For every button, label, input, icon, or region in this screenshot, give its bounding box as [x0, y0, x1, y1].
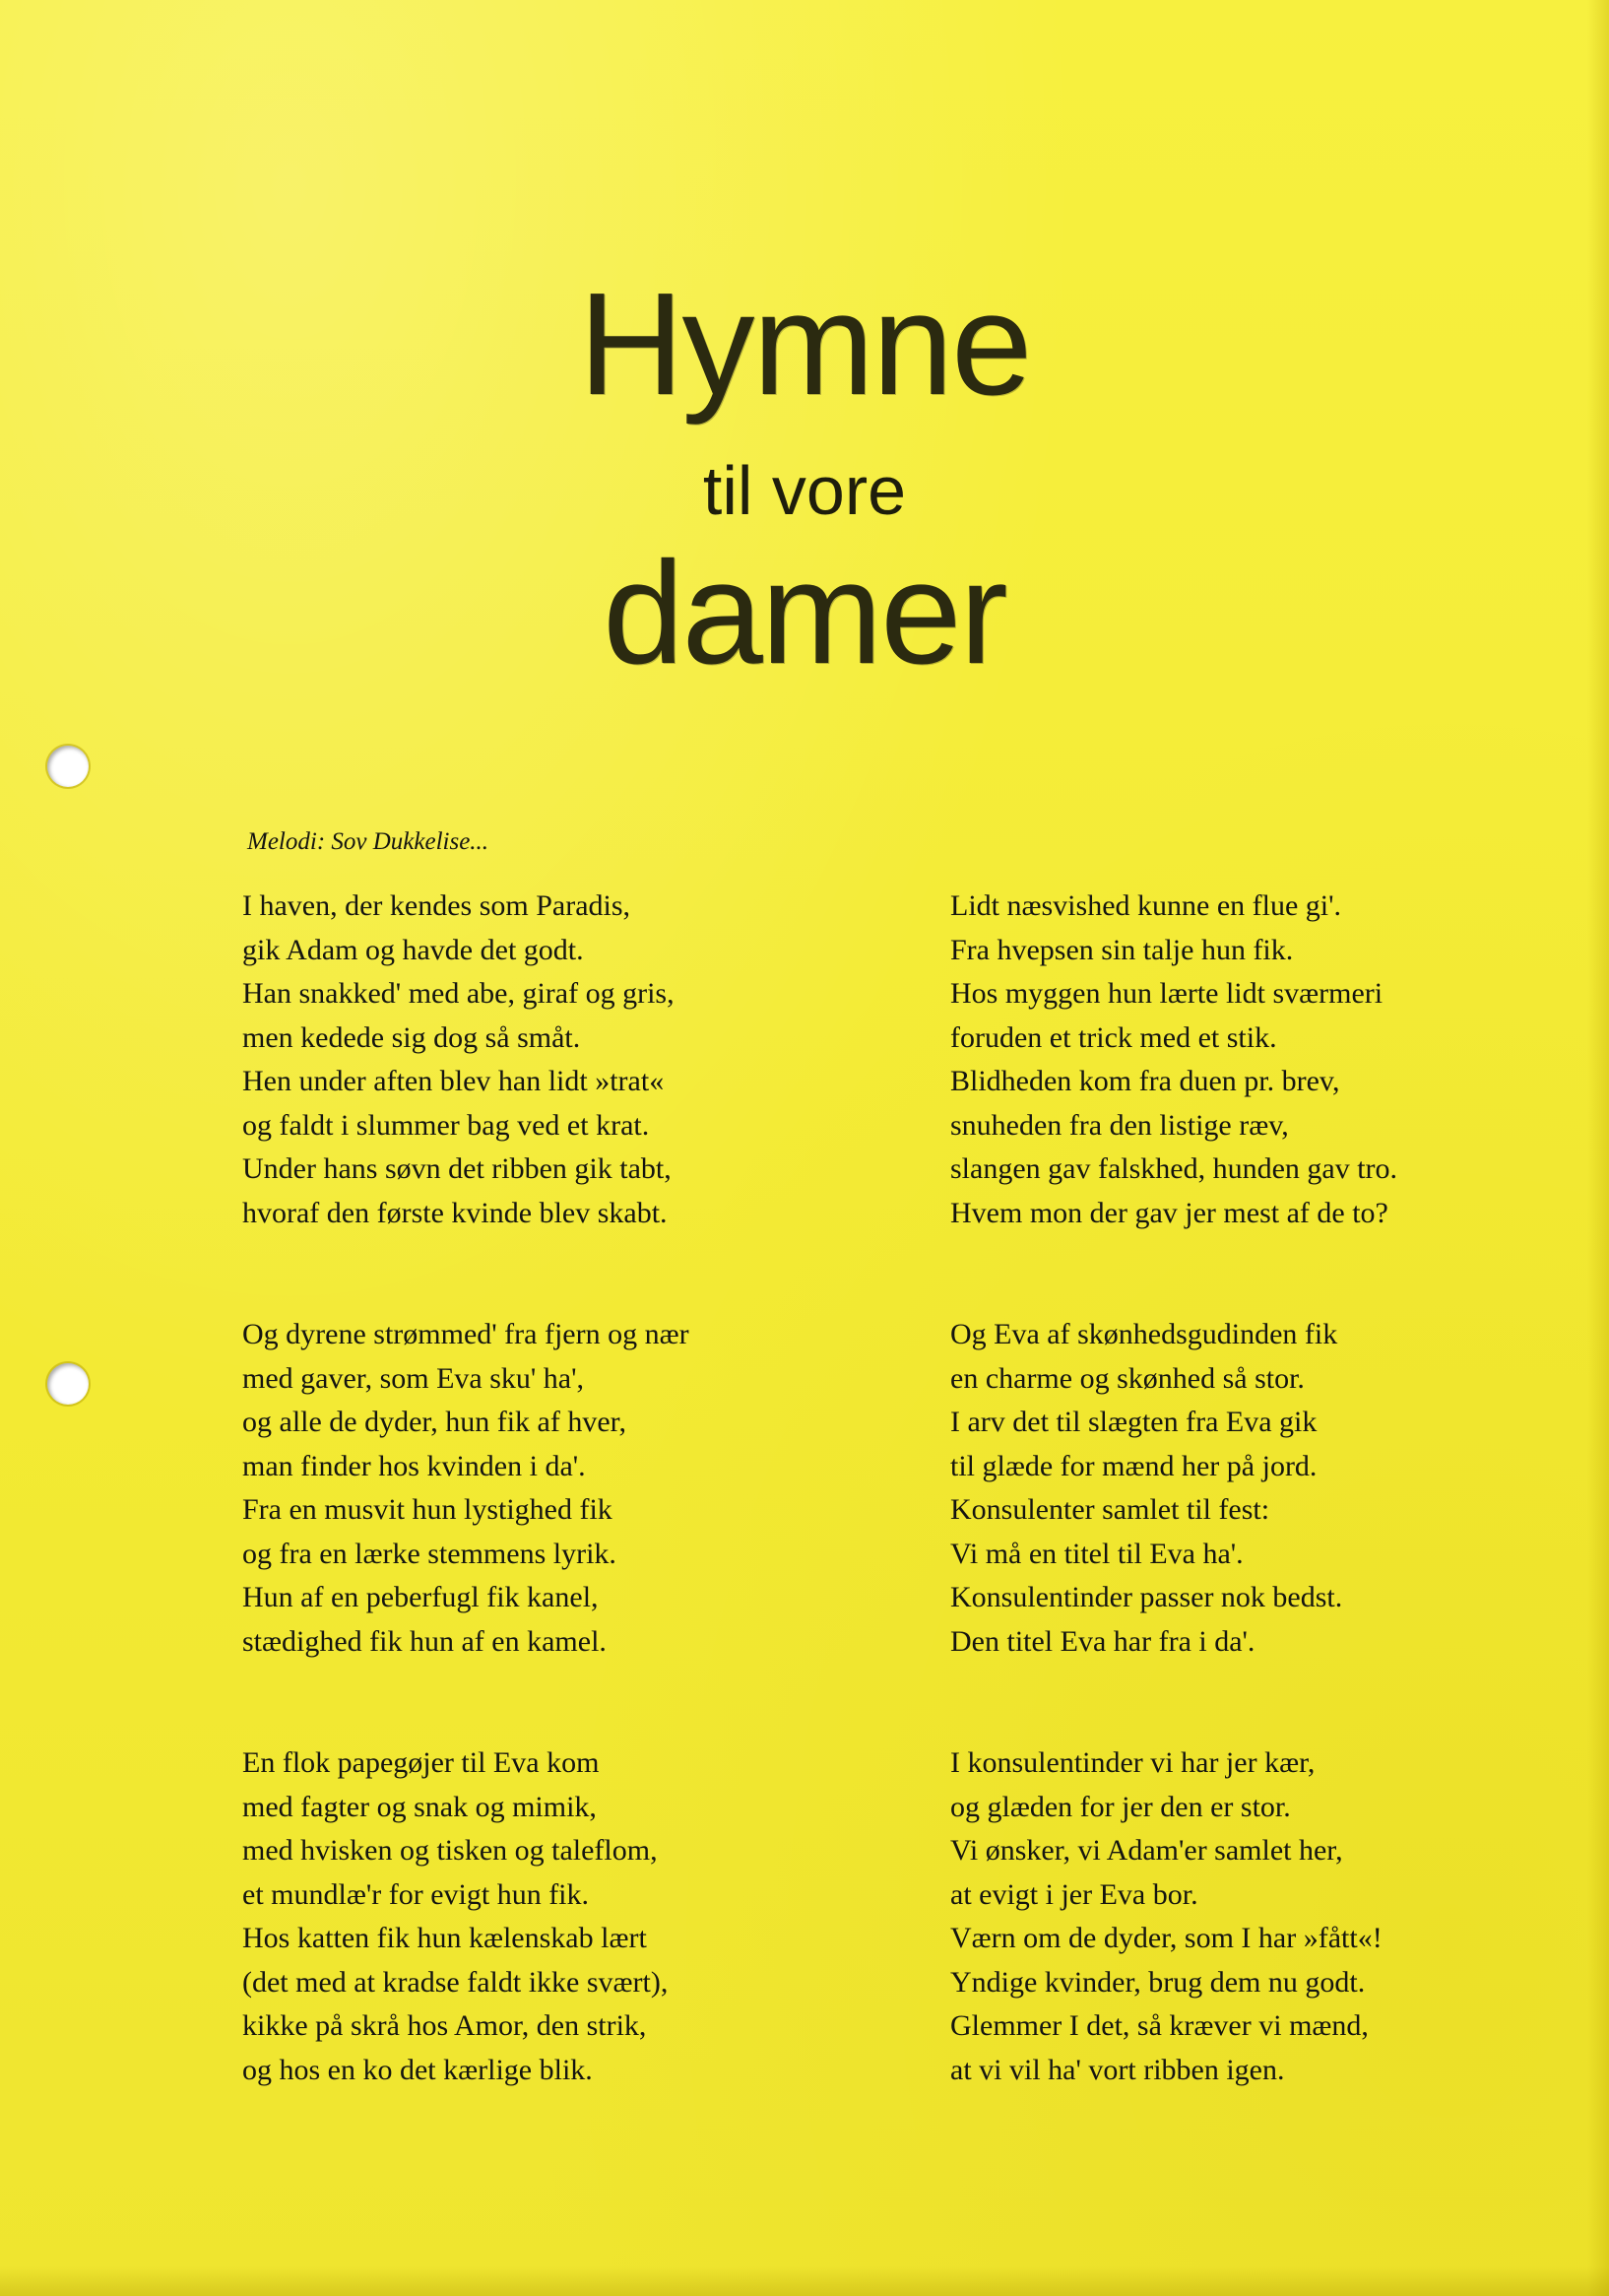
verse-line: Vi ønsker, vi Adam'er samlet her, [950, 1834, 1343, 1867]
title-block [0, 263, 1609, 697]
verse-line: Fra hvepsen sin talje hun fik. [950, 933, 1294, 966]
verse-line: snuheden fra den listige ræv, [950, 1108, 1289, 1142]
verse-line: I konsulentinder vi har jer kær, [950, 1746, 1316, 1779]
title-hymne: Hymne [578, 263, 1031, 426]
verse-line: Hos katten fik hun kælenskab lært [242, 1922, 647, 1954]
melody-note: Melodi: Sov Dukkelise... [247, 828, 489, 855]
verse-line: og alle de dyder, hun fik af hver, [242, 1406, 626, 1438]
verse-line: Og dyrene strømmed' fra fjern og nær [242, 1318, 689, 1350]
verse-line: og faldt i slummer bag ved et krat. [242, 1108, 650, 1142]
verse-line: hvoraf den første kvinde blev skabt. [242, 1196, 668, 1229]
left-column [242, 885, 794, 2170]
verse-line: til glæde for mænd her på jord. [950, 1449, 1318, 1482]
paper-edge-shadow-bottom [0, 2266, 1609, 2296]
verse-line: Han snakked' med abe, giraf og gris, [242, 977, 675, 1010]
verse-line: Værn om de dyder, som I har »fått«! [950, 1922, 1383, 1954]
verse-line: Fra en musvit hun lystighed fik [242, 1493, 612, 1526]
verse-line: Den titel Eva har fra i da'. [950, 1624, 1255, 1658]
verse-line: Konsulentinder passer nok bedst. [950, 1581, 1343, 1613]
verse-line: Hen under aften blev han lidt »trat« [242, 1065, 665, 1097]
verse-line: gik Adam og havde det godt. [242, 933, 584, 966]
right-column [950, 885, 1502, 2170]
verse-1 [242, 885, 794, 1235]
title-damer: damer [603, 532, 1006, 694]
verse-2 [242, 1313, 794, 1664]
verse-line: Lidt næsvished kunne en flue gi'. [950, 889, 1342, 922]
verse-line: en charme og skønhed så stor. [950, 1361, 1305, 1395]
verse-line: et mundlæ'r for evigt hun fik. [242, 1877, 590, 1911]
verse-line: I haven, der kendes som Paradis, [242, 889, 631, 922]
verse-line: Vi må en titel til Eva ha'. [950, 1537, 1244, 1570]
verse-line: med gaver, som Eva sku' ha', [242, 1361, 585, 1395]
verse-line: Blidheden kom fra duen pr. brev, [950, 1065, 1340, 1097]
verse-line: Konsulenter samlet til fest: [950, 1493, 1270, 1526]
verse-line: Og Eva af skønhedsgudinden fik [950, 1318, 1338, 1350]
verse-line: og fra en lærke stemmens lyrik. [242, 1537, 616, 1570]
verse-line: Under hans søvn det ribben gik tabt, [242, 1152, 672, 1185]
verse-line: Hvem mon der gav jer mest af de to? [950, 1196, 1388, 1229]
verse-line: men kedede sig dog så småt. [242, 1020, 581, 1054]
punch-hole-bottom [47, 1363, 89, 1405]
verse-line: En flok papegøjer til Eva kom [242, 1746, 600, 1779]
verse-line: slangen gav falskhed, hunden gav tro. [950, 1152, 1398, 1185]
verse-4 [950, 885, 1502, 1235]
punch-hole-top [47, 746, 89, 787]
verse-3 [242, 1741, 794, 2092]
verse-line: man finder hos kvinden i da'. [242, 1449, 586, 1482]
verse-line: at vi vil ha' vort ribben igen. [950, 2053, 1285, 2086]
verse-line: og hos en ko det kærlige blik. [242, 2053, 593, 2086]
verse-line: Hun af en peberfugl fik kanel, [242, 1581, 599, 1613]
verse-5 [950, 1313, 1502, 1664]
verse-line: Hos myggen hun lærte lidt sværmeri [950, 977, 1384, 1010]
verse-line: at evigt i jer Eva bor. [950, 1877, 1198, 1911]
title-til-vore: til vore [702, 452, 907, 529]
verse-line: og glæden for jer den er stor. [950, 1790, 1291, 1823]
verse-line: med hvisken og tisken og taleflom, [242, 1834, 658, 1867]
verse-line: foruden et trick med et stik. [950, 1020, 1277, 1054]
verse-line: kikke på skrå hos Amor, den strik, [242, 2009, 647, 2042]
verse-line: I arv det til slægten fra Eva gik [950, 1406, 1318, 1438]
verse-line: Glemmer I det, så kræver vi mænd, [950, 2009, 1369, 2042]
verse-line: stædighed fik hun af en kamel. [242, 1624, 607, 1658]
verse-line: (det med at kradse faldt ikke svært), [242, 1965, 669, 1999]
verse-6 [950, 1741, 1502, 2092]
verse-line: Yndige kvinder, brug dem nu godt. [950, 1965, 1366, 1999]
verse-line: med fagter og snak og mimik, [242, 1790, 597, 1823]
